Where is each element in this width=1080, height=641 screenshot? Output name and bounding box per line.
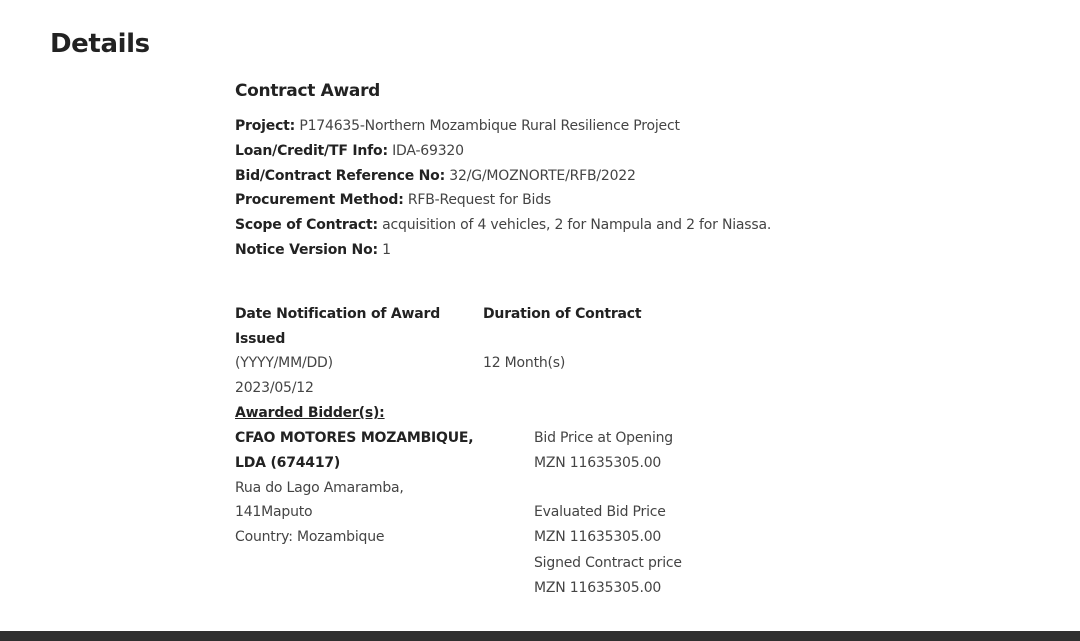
notice-version-label: Notice Version No:: [235, 241, 378, 258]
duration-value: 12 Month(s): [483, 355, 566, 371]
date-header-line1: Date Notification of Award: [235, 306, 441, 322]
notice-version-value: 1: [382, 241, 391, 258]
bid-price-label: Bid Price at Opening: [534, 430, 673, 446]
procurement-method-line: [235, 188, 855, 213]
bidder-name-line1: CFAO MOTORES MOZAMBIQUE,: [235, 430, 474, 446]
reference-line: [235, 164, 855, 189]
scope-value: acquisition of 4 vehicles, 2 for Nampula and 2 for Niassa.: [382, 217, 772, 234]
date-value: 2023/05/12: [235, 380, 314, 396]
notice-version-line: [235, 238, 855, 263]
bidder-address-line2: 141Maputo: [235, 504, 313, 520]
signed-price-label: Signed Contract price: [534, 555, 682, 571]
footer-bar: [0, 631, 1080, 641]
duration-header: Duration of Contract: [483, 306, 642, 322]
project-value: P174635-Northern Mozambique Rural Resilience Project: [299, 118, 680, 134]
date-header-line2: Issued: [235, 331, 286, 347]
reference-value: 32/G/MOZNORTE/RFB/2022: [449, 167, 636, 184]
project-label: Project:: [235, 118, 296, 134]
loan-credit-line: [235, 139, 855, 164]
reference-label: Bid/Contract Reference No:: [235, 167, 446, 184]
page-heading: Details: [50, 29, 150, 59]
loan-credit-label: Loan/Credit/TF Info:: [235, 142, 388, 159]
bidder-address-line1: Rua do Lago Amaramba,: [235, 480, 404, 496]
bid-price-value: MZN 11635305.00: [534, 455, 662, 471]
bidder-name-line2: LDA (674417): [235, 455, 341, 471]
scope-label: Scope of Contract:: [235, 217, 378, 234]
awarded-bidders-label: Awarded Bidder(s):: [235, 405, 385, 421]
project-line: [235, 114, 855, 139]
date-format: (YYYY/MM/DD): [235, 355, 333, 371]
procurement-method-value: RFB-Request for Bids: [407, 192, 551, 209]
scope-line: [235, 213, 855, 238]
evaluated-price-label: Evaluated Bid Price: [534, 504, 666, 520]
bidder-country: Country: Mozambique: [235, 529, 385, 545]
signed-price-value: MZN 11635305.00: [534, 580, 662, 596]
section-title: Contract Award: [235, 81, 381, 101]
procurement-method-label: Procurement Method:: [235, 192, 404, 209]
loan-credit-value: IDA-69320: [392, 142, 464, 159]
contract-details: [235, 78, 855, 263]
contract-info-list: [235, 114, 855, 263]
evaluated-price-value: MZN 11635305.00: [534, 529, 662, 545]
